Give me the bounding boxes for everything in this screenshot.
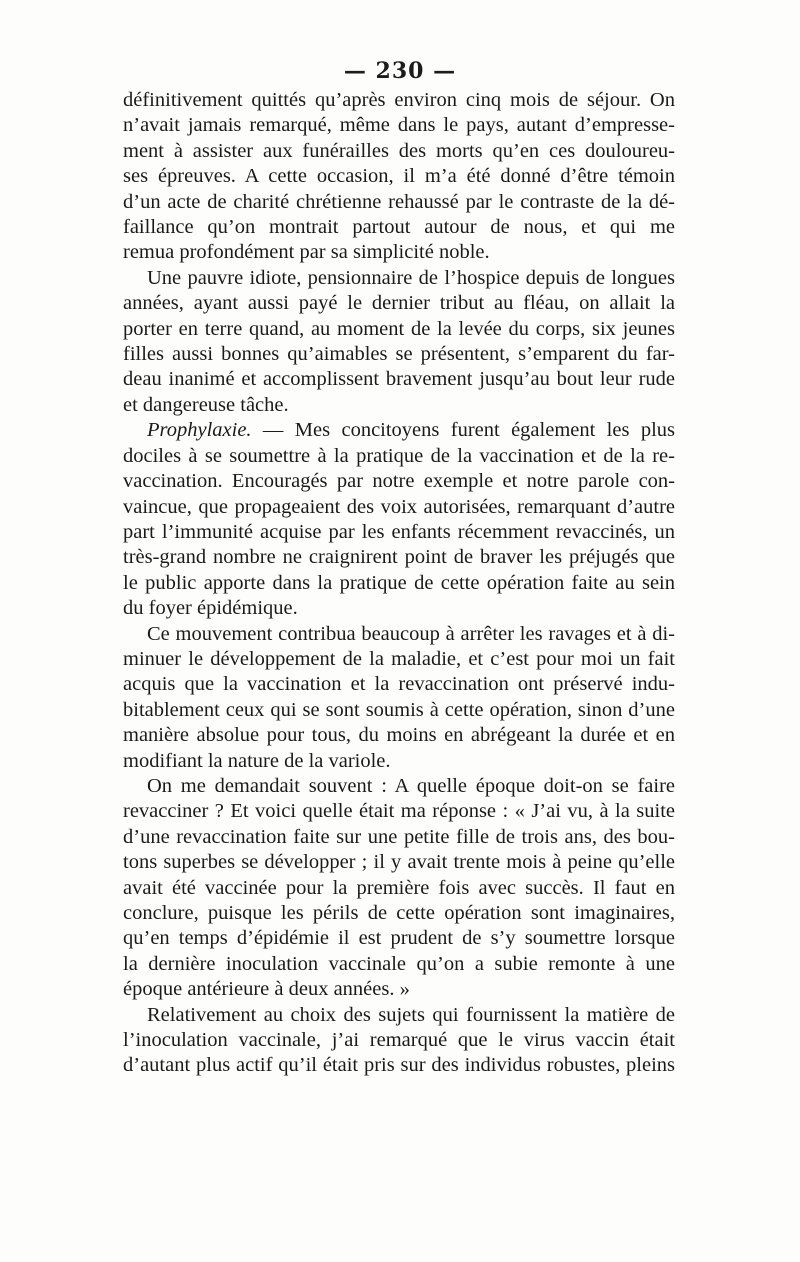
paragraph-6 xyxy=(123,1003,675,1079)
text-line: remua profondément par sa simplicité noble. xyxy=(123,241,490,264)
text-line: n’avait jamais remarqué, même dans le pays, autant d’empresse- xyxy=(123,114,675,137)
paragraph-4 xyxy=(123,622,675,774)
page-number: — 230 — xyxy=(343,58,457,84)
text-line: part l’immunité acquise par les enfants récemment revaccinés, un xyxy=(123,520,675,543)
section-heading-prophylaxie: Prophylaxie. xyxy=(147,419,252,442)
text-line: très-grand nombre ne craignirent point de braver les préjugés que xyxy=(123,546,675,569)
text-line: tons superbes se développer ; il y avait trente mois à peine qu’elle xyxy=(123,851,675,874)
text-line: d’une revaccination faite sur une petite fille de trois ans, des bou- xyxy=(123,825,675,848)
text-line: revacciner ? Et voici quelle était ma réponse : « J’ai vu, à la suite xyxy=(123,800,675,823)
text-line: ment à assister aux funérailles des morts qu’en ces douloureu- xyxy=(123,139,675,162)
text-line-continuation: — Mes concitoyens furent également les plus xyxy=(251,419,675,442)
text-line: deau inanimé et accomplissent bravement jusqu’au bout leur rude xyxy=(123,368,675,391)
text-line: Relativement au choix des sujets qui fournissent la matière de xyxy=(147,1003,675,1026)
body-text xyxy=(123,88,675,1079)
text-line: filles aussi bonnes qu’aimables se présentent, s’emparent du far- xyxy=(123,343,675,366)
text-line: du foyer épidémique. xyxy=(123,597,298,620)
text-line: qu’en temps d’épidémie il est prudent de s’y soumettre lorsque xyxy=(123,927,675,950)
text-line: faillance qu’on montrait partout autour de nous, et qui me xyxy=(123,216,675,239)
text-line: bitablement ceux qui se sont soumis à cette opération, sinon d’une xyxy=(123,698,675,721)
text-line: le public apporte dans la pratique de cette opération faite au sein xyxy=(123,571,675,594)
paragraph-1 xyxy=(123,88,675,266)
text-line-with-heading xyxy=(123,418,675,443)
text-line: la dernière inoculation vaccinale qu’on a subie remonte à une xyxy=(123,952,675,975)
text-line: Une pauvre idiote, pensionnaire de l’hospice depuis de longues xyxy=(147,266,675,289)
text-line: époque antérieure à deux années. » xyxy=(123,978,410,1001)
text-line: conclure, puisque les périls de cette opération sont imaginaires, xyxy=(123,902,675,924)
text-line: modifiant la nature de la variole. xyxy=(123,749,391,772)
text-line: et dangereuse tâche. xyxy=(123,393,289,416)
paragraph-2 xyxy=(123,266,675,418)
text-line: d’un acte de charité chrétienne rehaussé par le contraste de la dé- xyxy=(123,190,675,213)
paragraph-5 xyxy=(123,774,675,1003)
text-line: ses épreuves. A cette occasion, il m’a été donné d’être témoin xyxy=(123,165,675,188)
text-line: manière absolue pour tous, du moins en abrégeant la durée et en xyxy=(123,724,675,747)
text-line: On me demandait souvent : A quelle époque doit-on se faire xyxy=(147,774,675,797)
text-line: avait été vaccinée pour la première fois avec succès. Il faut en xyxy=(123,876,675,899)
text-line: acquis que la vaccination et la revaccination ont préservé indu- xyxy=(123,673,675,696)
text-line: Ce mouvement contribua beaucoup à arrêter les ravages et à di- xyxy=(147,622,675,645)
text-line: d’autant plus actif qu’il était pris sur des individus robustes, pleins xyxy=(123,1054,675,1077)
text-line: années, ayant aussi payé le dernier tribut au fléau, on allait la xyxy=(123,292,675,315)
text-line: porter en terre quand, au moment de la levée du corps, six jeunes xyxy=(123,317,675,340)
text-line: vaincue, que propageaient des voix autorisées, remarquant d’autre xyxy=(123,495,675,518)
paragraph-3 xyxy=(123,418,675,621)
text-line: minuer le développement de la maladie, et c’est pour moi un fait xyxy=(123,647,675,670)
text-line: dociles à se soumettre à la pratique de la vaccination et de la re- xyxy=(123,444,675,467)
text-line: définitivement quittés qu’après environ cinq mois de séjour. On xyxy=(123,89,675,111)
text-line: vaccination. Encouragés par notre exemple et notre parole con- xyxy=(123,470,675,493)
text-line: l’inoculation vaccinale, j’ai remarqué que le virus vaccin était xyxy=(123,1029,675,1052)
